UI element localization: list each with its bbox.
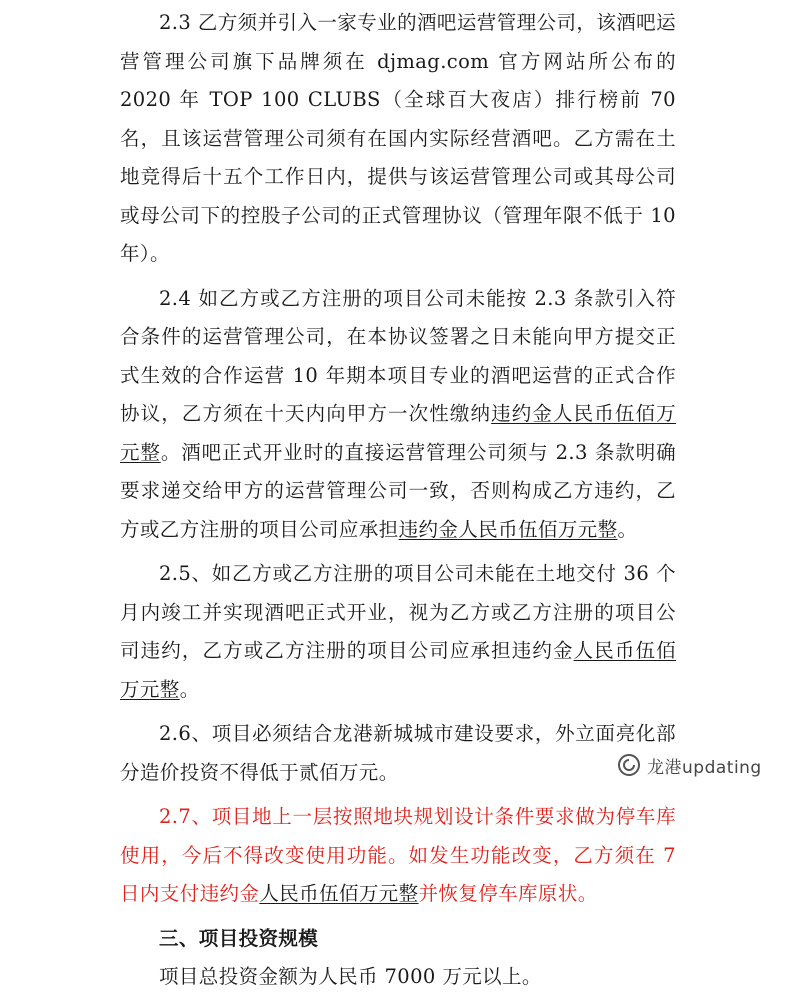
clause-2-4-text-c: 。 <box>617 517 638 541</box>
clause-2-7-penalty: 人民币伍佰万元整 <box>259 882 419 905</box>
document-page <box>120 4 676 997</box>
clause-2-7-text-a: 2.7、项目地上一层按照地块规划设计条件要求做为停车库使用，今后不得改变使用功能。如发生功能改变，乙方须在 7 日内支付违约金 <box>120 805 676 905</box>
clause-2-4-text-a: 2.4 如乙方或乙方注册的项目公司未能按 2.3 条款引入符合条件的运营管理公司，在本协议签署之日未能向甲方提交正式生效的合作运营 10 年期本项目专业的酒吧运营的正式合作协议，乙方须在十天内向甲方一次性缴纳 <box>120 286 676 425</box>
clause-2-4-penalty-1: 违约金人民币伍佰万元整 <box>120 402 676 464</box>
clause-2-7-text-b: 并恢复停车库原状。 <box>418 882 598 905</box>
clause-2-6-text: 2.6、项目必须结合龙港新城城市建设要求，外立面亮化部分造价投资不得低于贰佰万元。 <box>120 722 676 784</box>
clause-2-5-text-a: 2.5、如乙方或乙方注册的项目公司未能在土地交付 36 个月内竣工并实现酒吧正式开业，视为乙方或乙方注册的项目公司违约，乙方或乙方注册的项目公司应承担违约金 <box>120 562 676 662</box>
clause-2-3 <box>120 4 676 274</box>
clause-2-6 <box>120 715 676 792</box>
investment-amount-line <box>120 958 676 997</box>
clause-2-7 <box>120 798 676 914</box>
clause-2-5 <box>120 555 676 709</box>
clause-2-5-text-b: 。 <box>179 677 200 701</box>
clause-2-4 <box>120 280 676 550</box>
investment-amount-text: 项目总投资金额为人民币 7000 万元以上。 <box>159 965 542 988</box>
clause-2-4-text-b: 。酒吧正式开业时的直接运营管理公司须与 2.3 条款明确要求递交给甲方的运营管理公司一致，否则构成乙方违约，乙方或乙方注册的项目公司应承担 <box>120 440 676 541</box>
clause-2-3-text: 2.3 乙方须并引入一家专业的酒吧运营管理公司，该酒吧运营管理公司旗下品牌须在 djmag.com 官方网站所公布的 2020 年 TOP 100 CLUBS（全球百大夜店）排行榜前 70 名，且该运营管理公司须有在国内实际经营酒吧。乙方需在土地竞得后十五个工作日内，提供与该运营管理公司或其母公司或母公司下的控股子公司的正式管理协议（管理年限不低于 10 年）。 <box>120 11 676 265</box>
section-heading-investment-scale: 三、项目投资规模 <box>159 926 319 950</box>
clause-2-4-penalty-2: 违约金人民币伍佰万元整 <box>398 517 618 541</box>
watermark <box>617 750 762 780</box>
watermark-label: 龙港updating <box>647 757 762 778</box>
clause-2-5-penalty: 人民币伍佰万元整 <box>120 639 676 701</box>
wechat-official-account-icon <box>617 753 641 777</box>
